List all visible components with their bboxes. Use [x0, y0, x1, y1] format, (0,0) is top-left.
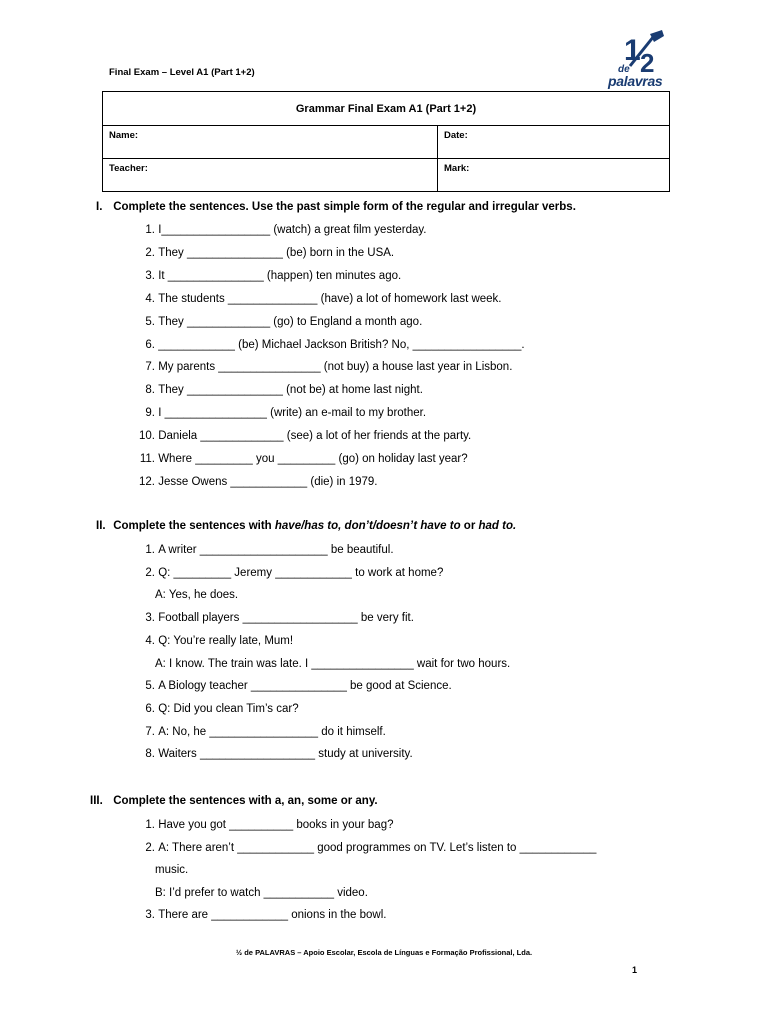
question-item: [130, 453, 468, 465]
question-text: Waiters __________________ study at university.: [158, 748, 413, 761]
question-text: Have you got __________ books in your bag?: [158, 819, 394, 831]
question-text: There are ____________ onions in the bowl.: [158, 909, 387, 922]
question-item: [130, 703, 299, 715]
question-number: 7.: [145, 725, 155, 738]
question-number: 9.: [145, 407, 155, 420]
question-item: [130, 544, 394, 556]
section-3-title: Complete the sentences with a, an, some or any.: [113, 795, 378, 807]
question-number: 11.: [139, 453, 155, 465]
question-item: [130, 476, 378, 488]
question-item: [130, 407, 426, 419]
question-continuation: A: I know. The train was late. I ________________ wait for two hours.: [155, 657, 511, 670]
question-number: 1.: [145, 224, 155, 236]
question-text: Q: Did you clean Tim’s car?: [158, 702, 299, 715]
question-item: [130, 224, 427, 236]
section-3-number: III.: [90, 795, 103, 807]
question-continuation: B: I’d prefer to watch ___________ video.: [155, 886, 368, 899]
question-number: 3.: [145, 269, 155, 282]
question-item: [130, 361, 512, 373]
question-text: A: There aren’t ____________ good programmes on TV. Let’s listen to ____________: [158, 841, 597, 854]
section-2-title-part-d: had to.: [478, 520, 517, 532]
logo-de-text: de: [618, 64, 630, 75]
footer-text: ½ de PALAVRAS – Apoio Escolar, Escola de Línguas e Formação Profissional, Lda.: [235, 948, 533, 957]
question-number: 8.: [145, 748, 155, 761]
question-text: Q: _________ Jeremy ____________ to work at home?: [158, 566, 444, 579]
section-1-heading: [96, 201, 576, 213]
question-text: Q: You’re really late, Mum!: [158, 634, 294, 647]
question-number: 8.: [145, 384, 155, 397]
question-text: It _______________ (happen) ten minutes ago.: [158, 269, 402, 282]
exam-header-title: Final Exam – Level A1 (Part 1+2): [109, 67, 255, 78]
question-text: They _______________ (not be) at home last night.: [158, 384, 423, 397]
question-number: 2.: [145, 566, 155, 579]
question-number: 2.: [145, 841, 155, 854]
section-2-title-part-b: have/has to, don’t/doesn’t have to: [274, 520, 461, 532]
mark-field[interactable]: Mark:: [438, 159, 670, 192]
name-field[interactable]: Name:: [103, 126, 438, 159]
question-text: A writer ____________________ be beautiful.: [158, 544, 394, 556]
section-1-title: Complete the sentences. Use the past simple form of the regular and irregular verbs.: [113, 201, 576, 213]
question-text: A: No, he _________________ do it himself.: [158, 725, 386, 738]
question-item: [130, 316, 422, 328]
question-number: 6.: [145, 338, 155, 351]
question-number: 4.: [145, 634, 155, 647]
svg-text:1: 1: [624, 34, 641, 67]
question-item: [130, 339, 525, 351]
section-2-title-part-a: Complete the sentences with: [113, 520, 275, 532]
logo-wordmark: palavras: [608, 73, 663, 89]
question-text: My parents ________________ (not buy) a house last year in Lisbon.: [158, 361, 513, 374]
date-field[interactable]: Date:: [438, 126, 670, 159]
page-number: 1: [632, 965, 638, 975]
section-3-heading: [90, 795, 378, 807]
question-text: A Biology teacher _______________ be good at Science.: [158, 680, 452, 693]
question-item: [130, 842, 596, 854]
question-item: [130, 293, 502, 305]
question-number: 10.: [139, 430, 155, 443]
teacher-field[interactable]: Teacher:: [103, 159, 438, 192]
question-text: ____________ (be) Michael Jackson British? No, _________________.: [158, 338, 525, 351]
question-number: 1.: [145, 544, 155, 556]
question-number: 3.: [145, 612, 155, 625]
question-continuation: A: Yes, he does.: [155, 589, 239, 602]
question-text: The students ______________ (have) a lot of homework last week.: [158, 292, 502, 305]
question-number: 6.: [145, 702, 155, 715]
question-item: [130, 909, 386, 921]
question-number: 5.: [145, 680, 155, 693]
question-item: [130, 384, 423, 396]
section-2-heading: [96, 520, 516, 532]
question-text: Jesse Owens ____________ (die) in 1979.: [158, 475, 378, 488]
question-text: They _______________ (be) born in the USA.: [158, 246, 395, 259]
question-number: 12.: [139, 475, 155, 488]
question-text: Where _________ you _________ (go) on holiday last year?: [158, 453, 468, 465]
question-text: I_________________ (watch) a great film yesterday.: [158, 224, 427, 236]
question-item: [130, 680, 452, 692]
question-number: 5.: [145, 315, 155, 328]
question-item: [130, 612, 414, 624]
company-logo: [604, 30, 678, 92]
question-number: 2.: [145, 246, 155, 259]
question-item: [130, 819, 394, 831]
question-text: I ________________ (write) an e-mail to my brother.: [158, 407, 427, 420]
svg-text:2: 2: [640, 48, 655, 78]
section-2-number: II.: [96, 520, 106, 532]
question-item: [130, 247, 394, 259]
question-item: [130, 726, 386, 738]
question-item: [130, 430, 471, 442]
question-number: 1.: [145, 819, 155, 831]
question-text: They _____________ (go) to England a month ago.: [158, 315, 423, 328]
question-item: [130, 635, 293, 647]
question-item: [130, 748, 413, 760]
question-continuation: music.: [155, 864, 189, 877]
section-2-title-part-c: or: [460, 520, 479, 532]
question-number: 3.: [145, 909, 155, 922]
exam-info-table: [102, 91, 670, 192]
question-text: Daniela _____________ (see) a lot of her friends at the party.: [158, 430, 472, 443]
question-number: 7.: [145, 361, 155, 374]
question-item: [130, 270, 401, 282]
question-text: Football players __________________ be very fit.: [158, 612, 414, 625]
question-number: 4.: [145, 292, 155, 305]
question-item: [130, 567, 443, 579]
exam-table-title: Grammar Final Exam A1 (Part 1+2): [103, 92, 670, 126]
section-1-number: I.: [96, 201, 103, 213]
